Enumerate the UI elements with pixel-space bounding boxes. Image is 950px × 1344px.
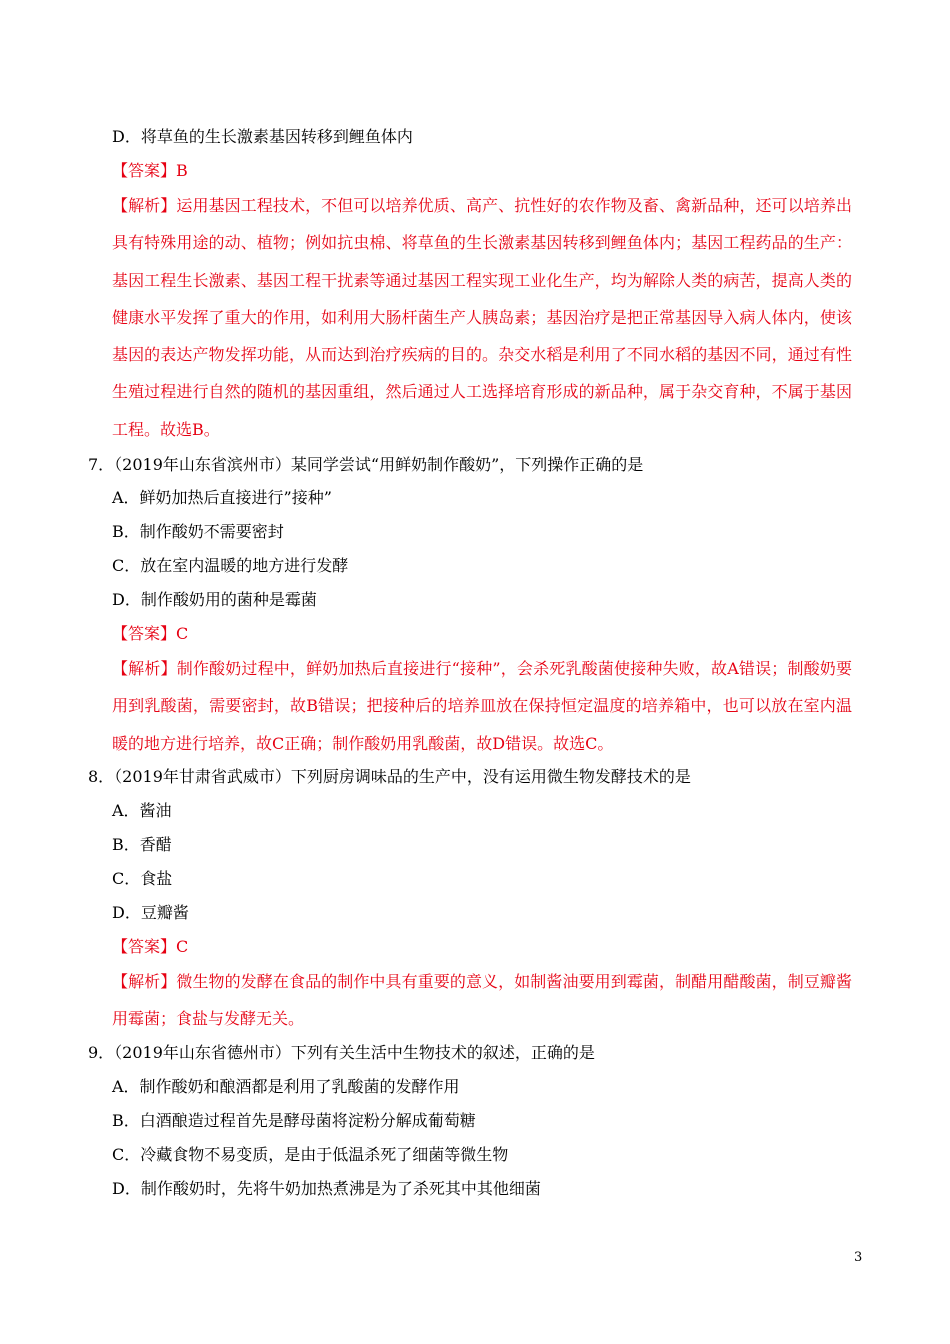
q9-stem: 9．（2019年山东省德州市）下列有关生活中生物技术的叙述，正确的是	[88, 1043, 595, 1062]
q7-stem: 7．（2019年山东省滨州市）某同学尝试“用鲜奶制作酸奶”，下列操作正确的是	[88, 455, 644, 474]
q9-option-d: D．制作酸奶时，先将牛奶加热煮沸是为了杀死其中其他细菌	[112, 1179, 541, 1198]
q8-stem: 8．（2019年甘肃省武威市）下列厨房调味品的生产中，没有运用微生物发酵技术的是	[88, 767, 691, 786]
q8-explanation	[112, 963, 852, 1038]
prev-answer: 【答案】B	[112, 161, 188, 180]
explanation-label: 【解析】	[112, 972, 177, 991]
prev-option-d: D．将草鱼的生长激素基因转移到鲤鱼体内	[112, 127, 413, 146]
q8-answer: 【答案】C	[112, 937, 189, 956]
q9-option-a: A．制作酸奶和酿酒都是利用了乳酸菌的发酵作用	[112, 1077, 460, 1096]
q9-option-c: C．冷藏食物不易变质，是由于低温杀死了细菌等微生物	[112, 1145, 509, 1164]
q8-option-d: D．豆瓣酱	[112, 903, 189, 922]
q8-option-a: A．酱油	[112, 801, 172, 820]
q7-option-c: C．放在室内温暖的地方进行发酵	[112, 556, 349, 575]
q7-explanation	[112, 650, 852, 762]
explanation-label: 【解析】	[112, 196, 177, 215]
explanation-label: 【解析】	[112, 659, 177, 678]
q7-option-a: A．鲜奶加热后直接进行”接种”	[112, 488, 332, 507]
explanation-text: 运用基因工程技术，不但可以培养优质、高产、抗性好的农作物及畜、禽新品种，还可以培养出具有特殊用途的动、植物；例如抗虫棉、将草鱼的生长激素基因转移到鲤鱼体内；基因工程药品的生产：基因工程生长激素、基因工程干扰素等通过基因工程实现工业化生产，均为解除人类的病苦，提高人类的健康水平发挥了重大的作用，如利用大肠杆菌生产人胰岛素；基因治疗是把正常基因导入病人体内，使该基因的表达产物发挥功能，从而达到治疗疾病的目的。杂交水稻是利用了不同水稻的基因不同，通过有性生殖过程进行自然的随机的基因重组，然后通过人工选择培育形成的新品种，属于杂交育种，不属于基因工程。故选B。	[112, 196, 852, 439]
prev-explanation	[112, 187, 852, 448]
q7-option-b: B．制作酸奶不需要密封	[112, 522, 284, 541]
explanation-text: 微生物的发酵在食品的制作中具有重要的意义，如制酱油要用到霉菌，制醋用醋酸菌，制豆瓣酱用霉菌；食盐与发酵无关。	[112, 972, 852, 1029]
q7-option-d: D．制作酸奶用的菌种是霉菌	[112, 590, 317, 609]
q7-answer: 【答案】C	[112, 624, 189, 643]
q9-option-b: B．白酒酿造过程首先是酵母菌将淀粉分解成葡萄糖	[112, 1111, 476, 1130]
page-number: 3	[854, 1250, 863, 1265]
q8-option-b: B．香醋	[112, 835, 172, 854]
q8-option-c: C．食盐	[112, 869, 173, 888]
explanation-text: 制作酸奶过程中，鲜奶加热后直接进行“接种”，会杀死乳酸菌使接种失败，故A错误；制酸奶要用到乳酸菌，需要密封，故B错误；把接种后的培养皿放在保持恒定温度的培养箱中，也可以放在室内温暖的地方进行培养，故C正确；制作酸奶用乳酸菌，故D错误。故选C。	[112, 659, 852, 753]
